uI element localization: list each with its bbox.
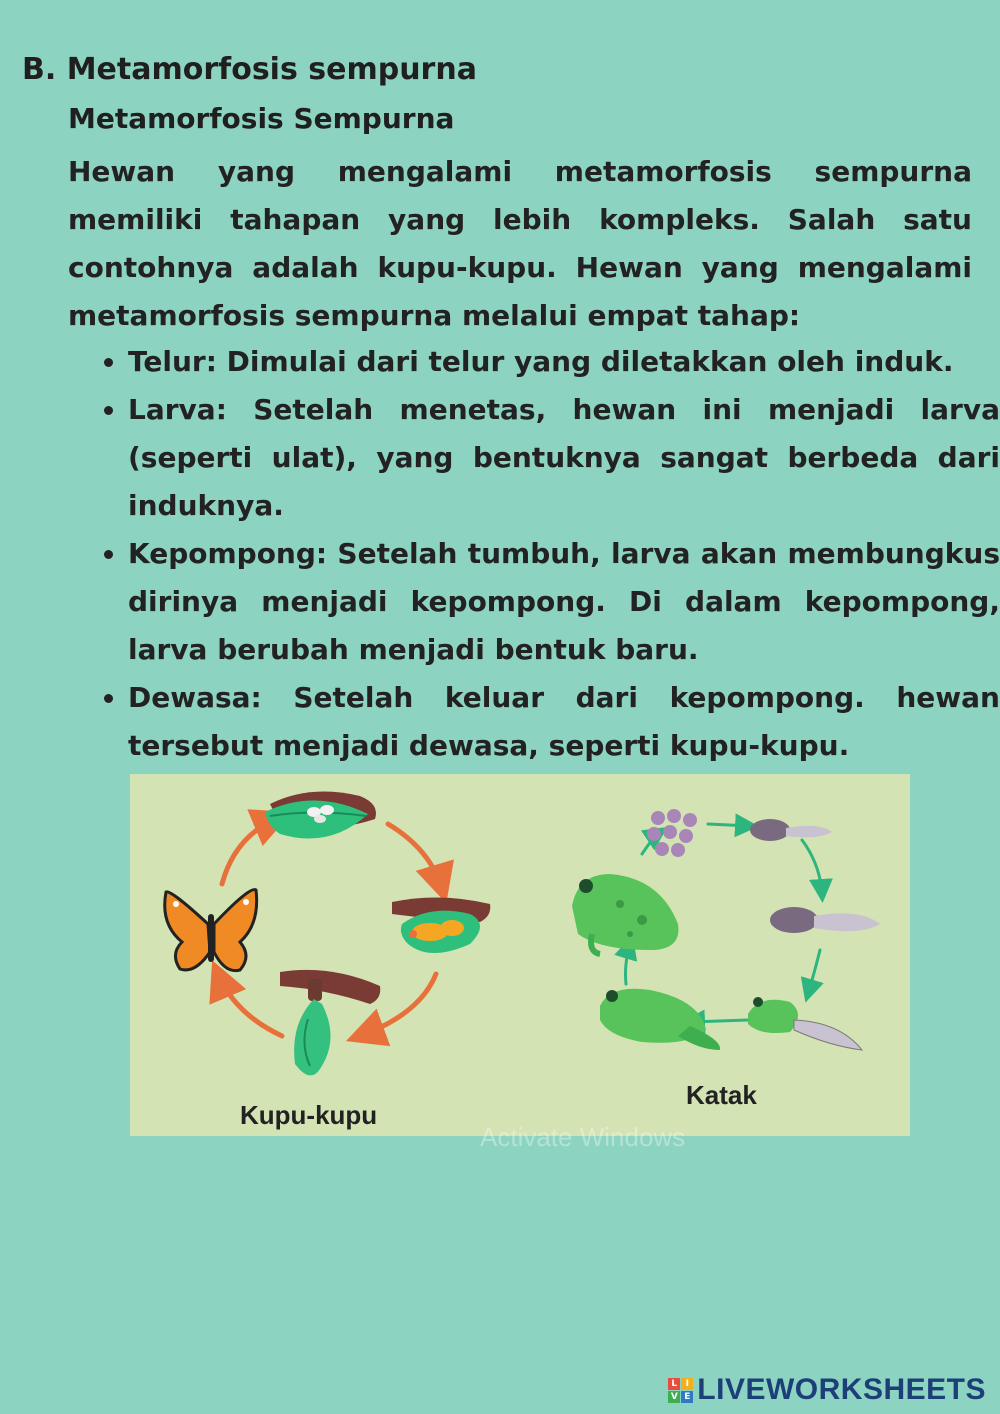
caterpillar-on-leaf-icon	[392, 897, 490, 953]
stage-item-dewasa: • Dewasa: Setelah keluar dari kepompong. hewan tersebut menjadi dewasa, seperti kupu-kupu.	[128, 674, 1000, 770]
adult-frog-icon	[572, 874, 678, 954]
section-subheading: Metamorfosis Sempurna	[68, 102, 455, 135]
activate-windows-watermark: Activate Windows	[480, 1122, 686, 1152]
froglet-icon	[748, 997, 862, 1050]
brand-name: LIVEWORKSHEETS	[697, 1373, 986, 1406]
chrysalis-icon	[280, 970, 380, 1076]
liveworksheets-logo	[668, 1374, 986, 1406]
life-cycle-illustration	[130, 774, 910, 1136]
tadpole-icon	[770, 907, 880, 933]
tadpole-icon	[750, 819, 832, 841]
stage-item-larva: • Larva: Setelah menetas, hewan ini menjadi larva (seperti ulat), yang bentuknya sangat berbeda dari induknya.	[128, 386, 1000, 530]
stage-item-telur: • Telur: Dimulai dari telur yang diletakkan oleh induk.	[128, 338, 1000, 386]
stage-item-kepompong: • Kepompong: Setelah tumbuh, larva akan membungkus dirinya menjadi kepompong. Di dalam kepompong, larva berubah menjadi bentuk baru.	[128, 530, 1000, 674]
intro-paragraph: Hewan yang mengalami metamorfosis sempurna memiliki tahapan yang lebih kompleks. Salah satu contohnya adalah kupu-kupu. Hewan yang mengalami metamorfosis sempurna melalui empat tahap:	[68, 155, 972, 332]
egg-on-leaf-icon	[265, 792, 376, 839]
stage-list	[100, 338, 1000, 770]
section-heading: B. Metamorfosis sempurna	[22, 52, 477, 87]
butterfly-icon	[165, 890, 257, 971]
brand-mark-icon: L I V E	[668, 1378, 693, 1403]
frog-label: Katak	[686, 1080, 757, 1110]
young-frog-icon	[600, 989, 720, 1050]
frog-eggs-icon	[647, 809, 697, 857]
life-cycle-svg	[130, 774, 910, 1136]
butterfly-label: Kupu-kupu	[240, 1100, 378, 1130]
